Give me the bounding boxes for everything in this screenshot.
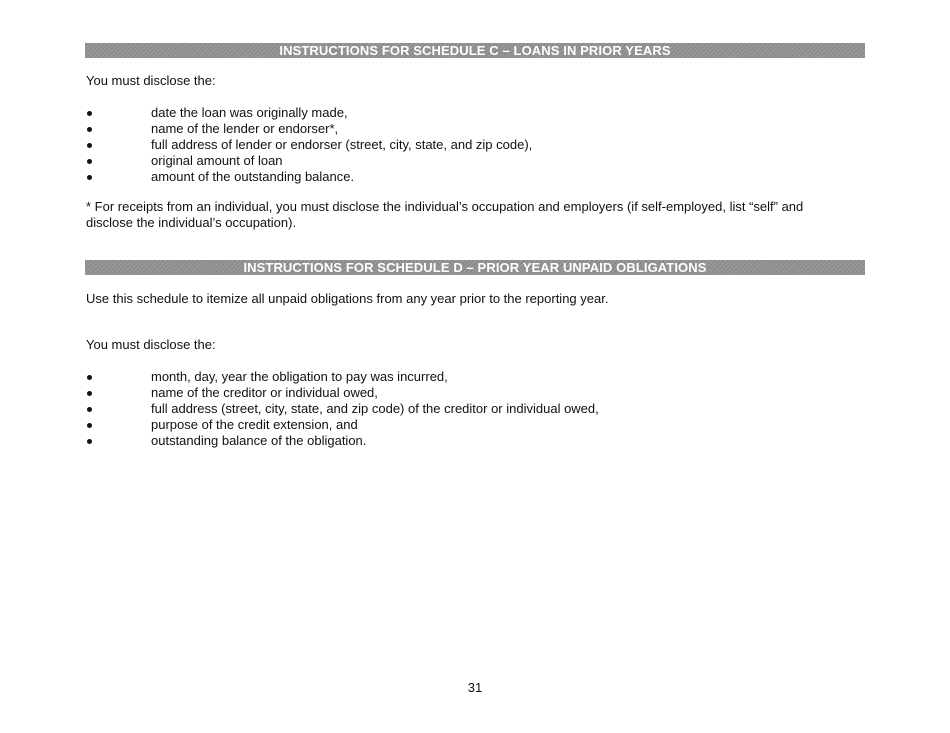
bullet-icon	[87, 143, 92, 148]
list-item	[86, 169, 532, 185]
schedule-d-usage: Use this schedule to itemize all unpaid obligations from any year prior to the reporting year.	[86, 291, 609, 306]
list-item-text: original amount of loan	[151, 153, 283, 168]
schedule-c-header: INSTRUCTIONS FOR SCHEDULE C – LOANS IN PRIOR YEARS	[85, 43, 865, 58]
bullet-icon	[87, 423, 92, 428]
bullet-icon	[87, 175, 92, 180]
list-item	[86, 369, 599, 385]
schedule-d-list	[86, 369, 599, 449]
list-item-text: outstanding balance of the obligation.	[151, 433, 367, 448]
list-item-text: purpose of the credit extension, and	[151, 417, 358, 432]
schedule-c-intro: You must disclose the:	[86, 73, 216, 88]
list-item	[86, 137, 532, 153]
list-item-text: date the loan was originally made,	[151, 105, 348, 120]
list-item-text: full address of lender or endorser (street, city, state, and zip code),	[151, 137, 533, 152]
list-item	[86, 105, 532, 121]
list-item-text: name of the creditor or individual owed,	[151, 385, 378, 400]
list-item	[86, 385, 599, 401]
list-item	[86, 417, 599, 433]
list-item-text: month, day, year the obligation to pay was incurred,	[151, 369, 448, 384]
bullet-icon	[87, 407, 92, 412]
list-item	[86, 401, 599, 417]
bullet-icon	[87, 439, 92, 444]
schedule-d-header: INSTRUCTIONS FOR SCHEDULE D – PRIOR YEAR UNPAID OBLIGATIONS	[85, 260, 865, 275]
schedule-c-list	[86, 105, 532, 185]
list-item	[86, 433, 599, 449]
list-item-text: name of the lender or endorser*,	[151, 121, 339, 136]
schedule-c-footnote: * For receipts from an individual, you must disclose the individual’s occupation and employers (if self-employed, list “self” and disclose the individual’s occupation).	[86, 199, 804, 230]
bullet-icon	[87, 375, 92, 380]
list-item-text: full address (street, city, state, and zip code) of the creditor or individual owed,	[151, 401, 599, 416]
bullet-icon	[87, 159, 92, 164]
bullet-icon	[87, 391, 92, 396]
bullet-icon	[87, 111, 92, 116]
page-number: 31	[467, 680, 483, 695]
schedule-d-intro: You must disclose the:	[86, 337, 216, 352]
bullet-icon	[87, 127, 92, 132]
list-item	[86, 153, 532, 169]
list-item	[86, 121, 532, 137]
list-item-text: amount of the outstanding balance.	[151, 169, 355, 184]
